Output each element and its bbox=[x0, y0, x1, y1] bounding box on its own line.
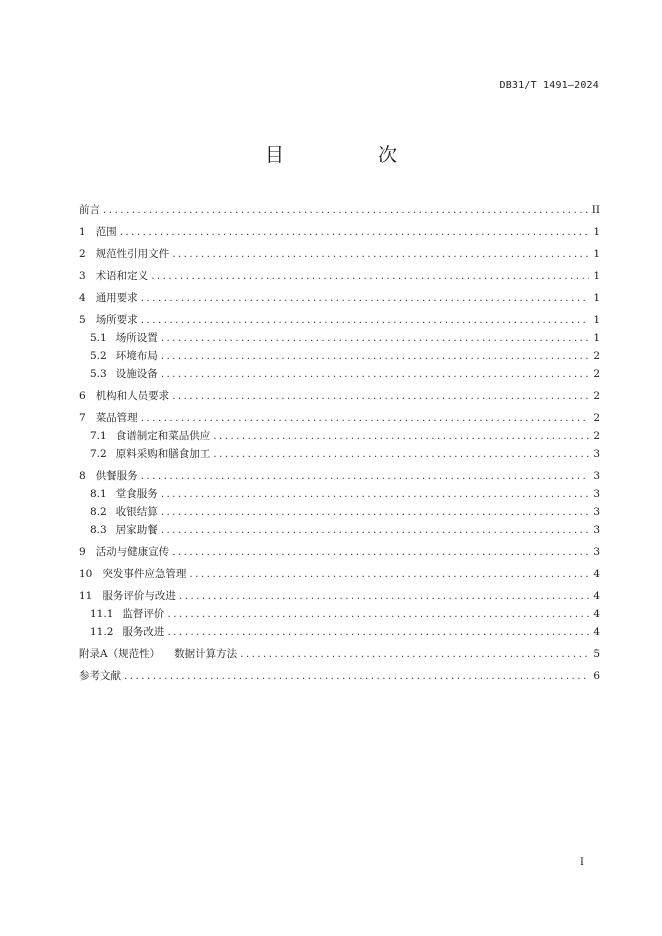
toc-entry[interactable] bbox=[79, 645, 600, 663]
toc-entry-label: 食谱制定和菜品供应 bbox=[115, 430, 211, 442]
toc-entry[interactable] bbox=[79, 329, 600, 347]
toc-entry-page: 2 bbox=[593, 350, 600, 362]
toc-entry-number: 3 bbox=[79, 270, 86, 282]
toc-entry-number: 8.2 bbox=[90, 506, 107, 518]
toc-entry-page: 2 bbox=[593, 390, 600, 402]
toc-entry-number: 8.1 bbox=[90, 488, 107, 500]
toc-entry-page: 4 bbox=[593, 568, 600, 580]
toc-entry-page: 3 bbox=[593, 470, 600, 482]
toc-entry-label: 突发事件应急管理 bbox=[102, 568, 187, 580]
toc-dot-leader bbox=[141, 467, 589, 485]
toc-entry-number: 11.1 bbox=[90, 608, 114, 620]
toc-entry-number: 5.3 bbox=[90, 368, 107, 380]
toc-entry[interactable] bbox=[79, 565, 600, 583]
toc-entry-number: 9 bbox=[79, 546, 86, 558]
toc-entry-label: 场所设置 bbox=[115, 332, 158, 344]
toc-dot-leader bbox=[161, 485, 589, 503]
toc-entry-label: 术语和定义 bbox=[95, 270, 149, 282]
toc-entry[interactable] bbox=[79, 245, 600, 263]
toc-entry-number: 11 bbox=[79, 590, 93, 602]
toc-dot-leader bbox=[161, 347, 589, 365]
toc-dot-leader bbox=[161, 503, 589, 521]
toc-entry-number: 5.2 bbox=[90, 350, 107, 362]
toc-entry-page: 4 bbox=[593, 590, 600, 602]
toc-entry-number: 10 bbox=[79, 568, 93, 580]
toc-entry[interactable] bbox=[79, 365, 600, 383]
page-number: I bbox=[580, 857, 584, 868]
toc-entry[interactable] bbox=[79, 445, 600, 463]
toc-entry-label: 服务改进 bbox=[122, 626, 165, 638]
toc-entry-number: 5.1 bbox=[90, 332, 107, 344]
toc-dot-leader bbox=[141, 409, 589, 427]
toc-entry-label: 设施设备 bbox=[115, 368, 158, 380]
toc-entry-number: 6 bbox=[79, 390, 86, 402]
toc-entry-label: 参考文献 bbox=[79, 670, 121, 682]
toc-entry-label: 服务评价与改进 bbox=[102, 590, 176, 602]
toc-dot-leader bbox=[151, 267, 589, 285]
toc-entry-label: 供餐服务 bbox=[95, 470, 138, 482]
toc-entry[interactable] bbox=[79, 521, 600, 539]
toc-entry-label: 菜品管理 bbox=[95, 412, 138, 424]
toc-entry[interactable] bbox=[79, 267, 600, 285]
toc-entry-number: 1 bbox=[79, 226, 86, 238]
document-code: DB31/T 1491—2024 bbox=[499, 80, 599, 91]
toc-entry-number: 7.2 bbox=[90, 448, 107, 460]
toc-entry-number: 8 bbox=[79, 470, 86, 482]
toc-entry-number: 11.2 bbox=[90, 626, 114, 638]
toc-entry-number: 附录A（规范性） bbox=[79, 648, 161, 660]
toc-dot-leader bbox=[213, 427, 589, 445]
toc-dot-leader bbox=[103, 201, 589, 219]
toc-dot-leader bbox=[120, 223, 589, 241]
toc-entry-label: 机构和人员要求 bbox=[95, 390, 170, 402]
toc-entry-label: 居家助餐 bbox=[115, 524, 158, 536]
toc-entry-page: 3 bbox=[593, 506, 600, 518]
toc-entry-label: 环境布局 bbox=[115, 350, 158, 362]
toc-dot-leader bbox=[167, 605, 589, 623]
toc-entry-label: 范围 bbox=[95, 226, 117, 238]
toc-entry-number: 7 bbox=[79, 412, 86, 424]
toc-entry-number: 8.3 bbox=[90, 524, 107, 536]
toc-entry-label: 数据计算方法 bbox=[174, 648, 238, 660]
toc-entry-page: 3 bbox=[593, 488, 600, 500]
toc-entry[interactable] bbox=[79, 467, 600, 485]
toc-entry-page: 1 bbox=[593, 270, 600, 282]
toc-entry-label: 前言 bbox=[79, 204, 100, 216]
toc-dot-leader bbox=[124, 667, 589, 685]
toc-dot-leader bbox=[161, 365, 589, 383]
toc-entry-label: 规范性引用文件 bbox=[95, 248, 170, 260]
toc-entry[interactable] bbox=[79, 387, 600, 405]
table-of-contents bbox=[79, 201, 600, 685]
toc-dot-leader bbox=[161, 329, 589, 347]
toc-entry-page: 1 bbox=[593, 314, 600, 326]
toc-dot-leader bbox=[141, 289, 589, 307]
toc-entry-page: 1 bbox=[593, 332, 600, 344]
toc-entry[interactable] bbox=[79, 427, 600, 445]
toc-dot-leader bbox=[240, 645, 589, 663]
toc-entry-label: 活动与健康宣传 bbox=[95, 546, 170, 558]
toc-entry-page: 3 bbox=[593, 546, 600, 558]
toc-entry-page: 5 bbox=[593, 648, 600, 660]
toc-entry[interactable] bbox=[79, 667, 600, 685]
toc-entry[interactable] bbox=[79, 543, 600, 561]
toc-entry-page: II bbox=[591, 204, 600, 216]
toc-entry-page: 2 bbox=[593, 368, 600, 380]
toc-dot-leader bbox=[213, 445, 589, 463]
toc-title: 目 次 bbox=[264, 144, 442, 166]
toc-entry-page: 2 bbox=[593, 430, 600, 442]
toc-entry[interactable] bbox=[79, 605, 600, 623]
toc-entry-number: 7.1 bbox=[90, 430, 107, 442]
toc-dot-leader bbox=[189, 565, 589, 583]
toc-entry-page: 1 bbox=[593, 248, 600, 260]
toc-entry-label: 堂食服务 bbox=[115, 488, 158, 500]
toc-entry-label: 通用要求 bbox=[95, 292, 138, 304]
toc-entry-page: 4 bbox=[593, 626, 600, 638]
toc-entry-label: 监督评价 bbox=[122, 608, 165, 620]
toc-entry[interactable] bbox=[79, 201, 600, 219]
toc-entry-number: 5 bbox=[79, 314, 86, 326]
toc-dot-leader bbox=[172, 245, 589, 263]
toc-entry[interactable] bbox=[79, 623, 600, 641]
toc-entry-label: 收银结算 bbox=[115, 506, 158, 518]
toc-entry[interactable] bbox=[79, 587, 600, 605]
toc-entry[interactable] bbox=[79, 223, 600, 241]
toc-entry-label: 原料采购和膳食加工 bbox=[115, 448, 211, 460]
toc-entry[interactable] bbox=[79, 347, 600, 365]
toc-entry-page: 1 bbox=[593, 226, 600, 238]
toc-entry-page: 6 bbox=[593, 670, 600, 682]
toc-entry-page: 3 bbox=[593, 524, 600, 536]
toc-dot-leader bbox=[167, 623, 589, 641]
toc-dot-leader bbox=[172, 543, 589, 561]
toc-entry-page: 2 bbox=[593, 412, 600, 424]
toc-entry-number: 2 bbox=[79, 248, 86, 260]
toc-dot-leader bbox=[179, 587, 589, 605]
toc-entry[interactable] bbox=[79, 311, 600, 329]
toc-entry-page: 1 bbox=[593, 292, 600, 304]
toc-entry-page: 3 bbox=[593, 448, 600, 460]
toc-entry[interactable] bbox=[79, 289, 600, 307]
toc-entry-page: 4 bbox=[593, 608, 600, 620]
toc-dot-leader bbox=[161, 521, 589, 539]
toc-entry-number: 4 bbox=[79, 292, 86, 304]
toc-entry-label: 场所要求 bbox=[95, 314, 138, 326]
toc-entry[interactable] bbox=[79, 485, 600, 503]
toc-entry[interactable] bbox=[79, 409, 600, 427]
toc-dot-leader bbox=[141, 311, 589, 329]
toc-entry[interactable] bbox=[79, 503, 600, 521]
toc-dot-leader bbox=[172, 387, 589, 405]
